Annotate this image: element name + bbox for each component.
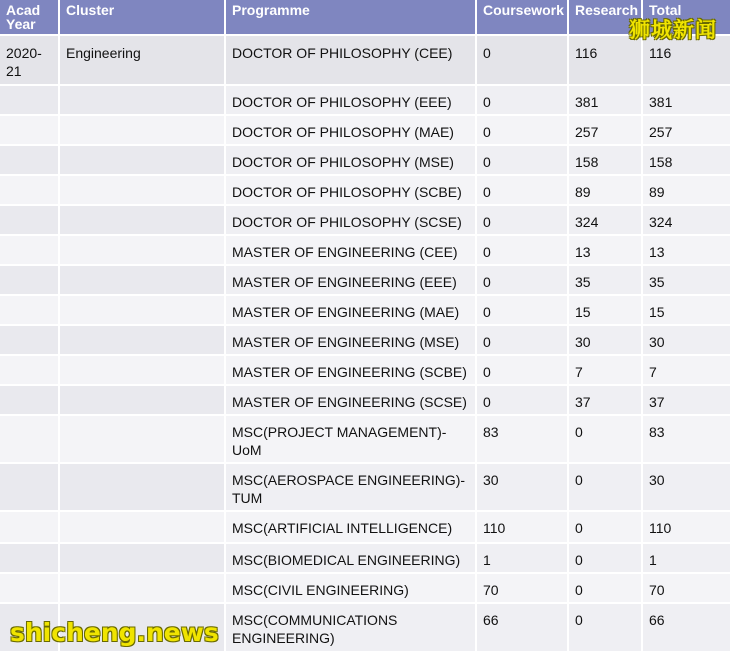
cell-total: 381 xyxy=(642,85,731,115)
table-row xyxy=(0,543,731,573)
cell-research: 0 xyxy=(568,573,642,603)
table-row xyxy=(0,175,731,205)
cell-total: 324 xyxy=(642,205,731,235)
cell-acad-year xyxy=(0,325,59,355)
cell-research: 0 xyxy=(568,603,642,652)
cell-acad-year xyxy=(0,145,59,175)
cell-total: 30 xyxy=(642,463,731,511)
watermark-top: 狮城新闻 xyxy=(629,18,717,42)
cell-coursework: 0 xyxy=(476,235,568,265)
watermark-bottom: shicheng.news xyxy=(10,618,219,647)
cell-acad-year xyxy=(0,85,59,115)
cell-research: 30 xyxy=(568,325,642,355)
cell-research: 35 xyxy=(568,265,642,295)
cell-research: 0 xyxy=(568,511,642,543)
cell-acad-year xyxy=(0,511,59,543)
cell-programme: MASTER OF ENGINEERING (CEE) xyxy=(225,235,476,265)
cell-research: 13 xyxy=(568,235,642,265)
cell-coursework: 0 xyxy=(476,355,568,385)
cell-total: 116 xyxy=(642,35,731,85)
cell-cluster xyxy=(59,415,225,463)
cell-cluster xyxy=(59,385,225,415)
cell-programme: MASTER OF ENGINEERING (MSE) xyxy=(225,325,476,355)
cell-acad-year xyxy=(0,355,59,385)
header-programme: Programme xyxy=(225,0,476,35)
cell-total: 89 xyxy=(642,175,731,205)
cell-programme: MSC(AEROSPACE ENGINEERING)-TUM xyxy=(225,463,476,511)
cell-acad-year xyxy=(0,265,59,295)
table-row xyxy=(0,511,731,543)
cell-research: 0 xyxy=(568,415,642,463)
cell-research: 158 xyxy=(568,145,642,175)
cell-coursework: 0 xyxy=(476,385,568,415)
cell-programme: MASTER OF ENGINEERING (MAE) xyxy=(225,295,476,325)
cell-acad-year: 2020-21 xyxy=(0,35,59,85)
table-row xyxy=(0,85,731,115)
cell-research: 15 xyxy=(568,295,642,325)
cell-total: 83 xyxy=(642,415,731,463)
cell-coursework: 0 xyxy=(476,265,568,295)
cell-programme: DOCTOR OF PHILOSOPHY (CEE) xyxy=(225,35,476,85)
cell-acad-year xyxy=(0,573,59,603)
header-coursework: Coursework xyxy=(476,0,568,35)
cell-cluster xyxy=(59,355,225,385)
cell-acad-year xyxy=(0,295,59,325)
cell-cluster xyxy=(59,463,225,511)
table-row xyxy=(0,35,731,85)
cell-total: 158 xyxy=(642,145,731,175)
cell-total: 110 xyxy=(642,511,731,543)
cell-cluster xyxy=(59,205,225,235)
cell-programme: MSC(ARTIFICIAL INTELLIGENCE) xyxy=(225,511,476,543)
cell-cluster xyxy=(59,85,225,115)
cell-programme: DOCTOR OF PHILOSOPHY (SCBE) xyxy=(225,175,476,205)
table-row xyxy=(0,355,731,385)
table-row xyxy=(0,573,731,603)
cell-total: 37 xyxy=(642,385,731,415)
cell-total: 13 xyxy=(642,235,731,265)
cell-coursework: 30 xyxy=(476,463,568,511)
table-header-row xyxy=(0,0,731,35)
cell-total: 15 xyxy=(642,295,731,325)
cell-coursework: 0 xyxy=(476,325,568,355)
cell-total: 7 xyxy=(642,355,731,385)
cell-cluster xyxy=(59,265,225,295)
cell-acad-year xyxy=(0,415,59,463)
table-row xyxy=(0,145,731,175)
cell-coursework: 0 xyxy=(476,115,568,145)
cell-programme: MSC(PROJECT MANAGEMENT)-UoM xyxy=(225,415,476,463)
table-row xyxy=(0,325,731,355)
cell-acad-year xyxy=(0,175,59,205)
cell-research: 116 xyxy=(568,35,642,85)
cell-research: 0 xyxy=(568,463,642,511)
cell-total: 257 xyxy=(642,115,731,145)
cell-total: 30 xyxy=(642,325,731,355)
cell-acad-year xyxy=(0,543,59,573)
table-row xyxy=(0,385,731,415)
cell-cluster xyxy=(59,295,225,325)
header-acad-year: Acad Year xyxy=(0,0,59,35)
cell-total: 70 xyxy=(642,573,731,603)
cell-programme: DOCTOR OF PHILOSOPHY (MAE) xyxy=(225,115,476,145)
header-cluster: Cluster xyxy=(59,0,225,35)
cell-acad-year xyxy=(0,385,59,415)
cell-coursework: 0 xyxy=(476,145,568,175)
cell-research: 89 xyxy=(568,175,642,205)
cell-programme: DOCTOR OF PHILOSOPHY (EEE) xyxy=(225,85,476,115)
cell-cluster xyxy=(59,145,225,175)
cell-programme: MSC(COMMUNICATIONS ENGINEERING) xyxy=(225,603,476,652)
cell-programme: MASTER OF ENGINEERING (SCSE) xyxy=(225,385,476,415)
cell-total: 1 xyxy=(642,543,731,573)
cell-cluster xyxy=(59,175,225,205)
table-row xyxy=(0,115,731,145)
table-row xyxy=(0,295,731,325)
cell-coursework: 0 xyxy=(476,85,568,115)
cell-total: 35 xyxy=(642,265,731,295)
cell-acad-year xyxy=(0,463,59,511)
cell-programme: MSC(CIVIL ENGINEERING) xyxy=(225,573,476,603)
cell-cluster xyxy=(59,573,225,603)
cell-programme: DOCTOR OF PHILOSOPHY (MSE) xyxy=(225,145,476,175)
cell-acad-year xyxy=(0,115,59,145)
cell-research: 37 xyxy=(568,385,642,415)
cell-coursework: 0 xyxy=(476,295,568,325)
table-row xyxy=(0,463,731,511)
cell-coursework: 83 xyxy=(476,415,568,463)
cell-research: 7 xyxy=(568,355,642,385)
header-total: Total xyxy=(642,0,731,35)
cell-coursework: 66 xyxy=(476,603,568,652)
cell-cluster xyxy=(59,115,225,145)
cell-coursework: 0 xyxy=(476,175,568,205)
cell-coursework: 0 xyxy=(476,205,568,235)
cell-cluster xyxy=(59,543,225,573)
cell-cluster xyxy=(59,235,225,265)
cell-programme: MSC(BIOMEDICAL ENGINEERING) xyxy=(225,543,476,573)
cell-programme: MASTER OF ENGINEERING (EEE) xyxy=(225,265,476,295)
table-row xyxy=(0,415,731,463)
cell-research: 257 xyxy=(568,115,642,145)
table-row xyxy=(0,265,731,295)
cell-coursework: 0 xyxy=(476,35,568,85)
cell-research: 324 xyxy=(568,205,642,235)
cell-programme: DOCTOR OF PHILOSOPHY (SCSE) xyxy=(225,205,476,235)
cell-cluster: Engineering xyxy=(59,35,225,85)
header-research: Research xyxy=(568,0,642,35)
cell-programme: MASTER OF ENGINEERING (SCBE) xyxy=(225,355,476,385)
table-row xyxy=(0,205,731,235)
cell-coursework: 1 xyxy=(476,543,568,573)
cell-acad-year xyxy=(0,205,59,235)
cell-research: 381 xyxy=(568,85,642,115)
cell-cluster xyxy=(59,511,225,543)
cell-acad-year xyxy=(0,235,59,265)
cell-research: 0 xyxy=(568,543,642,573)
table-row xyxy=(0,235,731,265)
cell-coursework: 110 xyxy=(476,511,568,543)
cell-coursework: 70 xyxy=(476,573,568,603)
cell-cluster xyxy=(59,325,225,355)
cell-total: 66 xyxy=(642,603,731,652)
